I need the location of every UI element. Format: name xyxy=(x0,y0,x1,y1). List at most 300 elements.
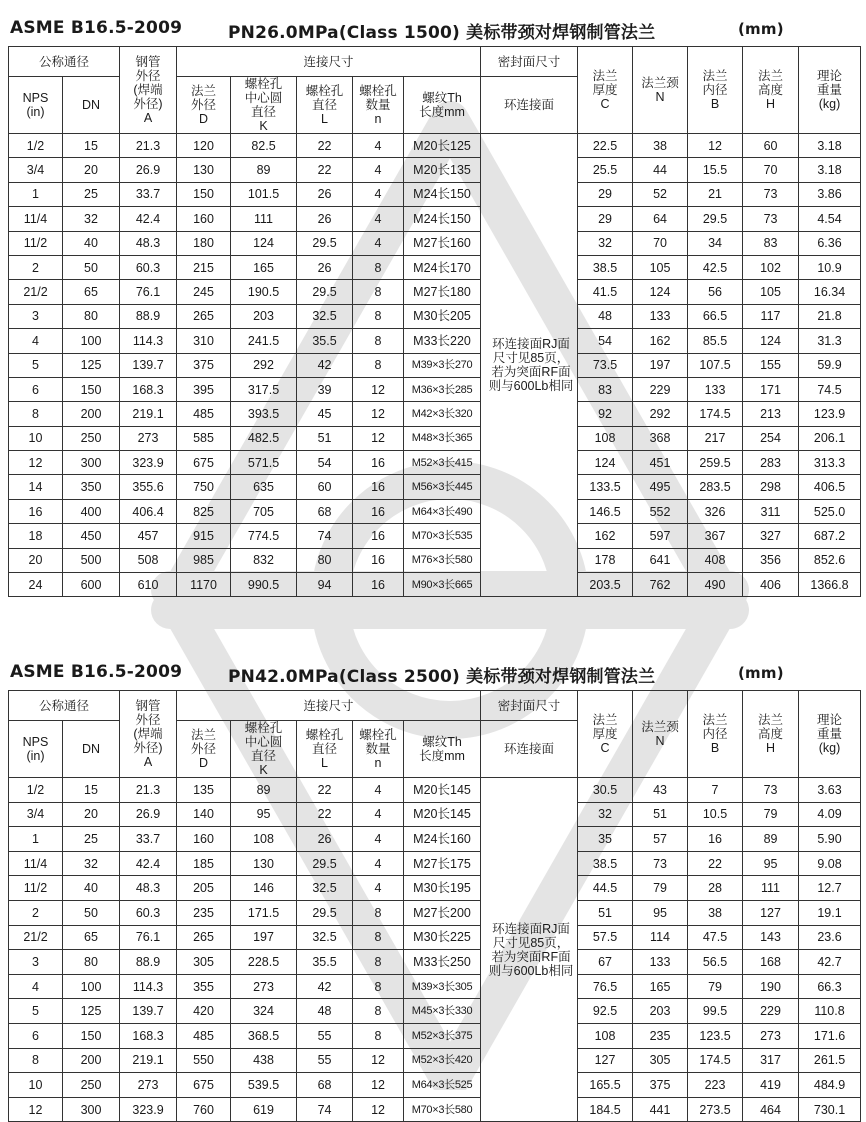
cell-bolt-hole-dia: 94 xyxy=(297,573,353,597)
cell-bolt-circle: 241.5 xyxy=(231,329,297,353)
cell-dn: 300 xyxy=(63,451,120,475)
cell-thread: M27长160 xyxy=(404,231,481,255)
cell-height: 283 xyxy=(743,451,799,475)
cell-bolt-circle: 171.5 xyxy=(231,900,297,925)
cell-inner-dia: 10.5 xyxy=(688,802,743,827)
cell-flange-od: 140 xyxy=(177,802,231,827)
cell-thread: M33长220 xyxy=(404,329,481,353)
cell-thread: M27长175 xyxy=(404,851,481,876)
cell-bolt-circle: 190.5 xyxy=(231,280,297,304)
cell-bolt-circle: 635 xyxy=(231,475,297,499)
cell-height: 70 xyxy=(743,158,799,182)
cell-inner-dia: 99.5 xyxy=(688,999,743,1024)
cell-inner-dia: 223 xyxy=(688,1073,743,1098)
table-title: PN42.0MPa(Class 2500) 美标带颈对焊钢制管法兰 xyxy=(228,667,656,687)
cell-pipe-od: 48.3 xyxy=(120,876,177,901)
cell-height: 356 xyxy=(743,548,799,572)
table-row xyxy=(9,524,861,548)
cell-thickness: 76.5 xyxy=(578,974,633,999)
cell-bolt-count: 4 xyxy=(353,851,404,876)
cell-height: 60 xyxy=(743,134,799,158)
cell-nps: 1 xyxy=(9,827,63,852)
cell-dn: 250 xyxy=(63,1073,120,1098)
cell-nps: 21/2 xyxy=(9,280,63,304)
cell-weight: 16.34 xyxy=(799,280,861,304)
cell-weight: 484.9 xyxy=(799,1073,861,1098)
header-thread: 螺纹Th 长度mm xyxy=(404,77,481,134)
cell-inner-dia: 56.5 xyxy=(688,950,743,975)
cell-weight: 21.8 xyxy=(799,304,861,328)
cell-bolt-circle: 228.5 xyxy=(231,950,297,975)
cell-flange-od: 550 xyxy=(177,1048,231,1073)
cell-height: 213 xyxy=(743,402,799,426)
cell-thread: M70×3长535 xyxy=(404,524,481,548)
cell-dn: 50 xyxy=(63,255,120,279)
cell-weight: 687.2 xyxy=(799,524,861,548)
standard-label: ASME B16.5-2009 xyxy=(10,18,183,38)
cell-dn: 40 xyxy=(63,231,120,255)
cell-weight: 5.90 xyxy=(799,827,861,852)
cell-pipe-od: 76.1 xyxy=(120,925,177,950)
cell-height: 127 xyxy=(743,900,799,925)
cell-weight: 852.6 xyxy=(799,548,861,572)
cell-bolt-count: 8 xyxy=(353,925,404,950)
cell-flange-od: 205 xyxy=(177,876,231,901)
cell-weight: 12.7 xyxy=(799,876,861,901)
header-seal: 密封面尺寸 xyxy=(481,691,578,721)
cell-dn: 65 xyxy=(63,280,120,304)
header-ring-joint: 环连接面 xyxy=(481,77,578,134)
cell-bolt-circle: 393.5 xyxy=(231,402,297,426)
cell-weight: 525.0 xyxy=(799,499,861,523)
cell-flange-od: 485 xyxy=(177,1023,231,1048)
cell-weight: 59.9 xyxy=(799,353,861,377)
cell-weight: 730.1 xyxy=(799,1097,861,1122)
cell-thread: M52×3长415 xyxy=(404,451,481,475)
table-row xyxy=(9,999,861,1024)
cell-weight: 3.86 xyxy=(799,182,861,206)
cell-bolt-count: 8 xyxy=(353,329,404,353)
cell-flange-od: 215 xyxy=(177,255,231,279)
cell-dn: 65 xyxy=(63,925,120,950)
table-row xyxy=(9,778,861,803)
header-bolt-count: 螺栓孔 数量 n xyxy=(353,721,404,778)
cell-neck: 70 xyxy=(633,231,688,255)
cell-neck: 95 xyxy=(633,900,688,925)
cell-neck: 124 xyxy=(633,280,688,304)
cell-bolt-hole-dia: 29.5 xyxy=(297,900,353,925)
cell-neck: 162 xyxy=(633,329,688,353)
table-row xyxy=(9,950,861,975)
cell-bolt-circle: 539.5 xyxy=(231,1073,297,1098)
table-title-bar xyxy=(8,656,860,690)
cell-bolt-circle: 111 xyxy=(231,207,297,231)
table-row xyxy=(9,548,861,572)
cell-inner-dia: 123.5 xyxy=(688,1023,743,1048)
cell-neck: 52 xyxy=(633,182,688,206)
cell-bolt-count: 12 xyxy=(353,1097,404,1122)
header-nominal: 公称通径 xyxy=(9,47,120,77)
table-row xyxy=(9,925,861,950)
cell-dn: 25 xyxy=(63,827,120,852)
cell-nps: 8 xyxy=(9,402,63,426)
cell-flange-od: 305 xyxy=(177,950,231,975)
cell-flange-od: 675 xyxy=(177,1073,231,1098)
cell-thickness: 22.5 xyxy=(578,134,633,158)
cell-nps: 5 xyxy=(9,353,63,377)
cell-inner-dia: 29.5 xyxy=(688,207,743,231)
cell-neck: 441 xyxy=(633,1097,688,1122)
cell-height: 155 xyxy=(743,353,799,377)
cell-nps: 10 xyxy=(9,426,63,450)
cell-flange-od: 130 xyxy=(177,158,231,182)
cell-height: 419 xyxy=(743,1073,799,1098)
cell-bolt-hole-dia: 22 xyxy=(297,134,353,158)
header-flange-od: 法兰 外径 D xyxy=(177,721,231,778)
cell-bolt-hole-dia: 26 xyxy=(297,255,353,279)
cell-pipe-od: 508 xyxy=(120,548,177,572)
cell-thread: M20长135 xyxy=(404,158,481,182)
cell-bolt-hole-dia: 42 xyxy=(297,353,353,377)
cell-pipe-od: 219.1 xyxy=(120,402,177,426)
header-nps: NPS (in) xyxy=(9,77,63,134)
cell-pipe-od: 76.1 xyxy=(120,280,177,304)
cell-dn: 100 xyxy=(63,329,120,353)
table-row xyxy=(9,207,861,231)
cell-bolt-hole-dia: 74 xyxy=(297,1097,353,1122)
cell-thickness: 92 xyxy=(578,402,633,426)
cell-thickness: 127 xyxy=(578,1048,633,1073)
header-inner-dia: 法兰 内径 B xyxy=(688,47,743,134)
table-row xyxy=(9,451,861,475)
header-ring-joint: 环连接面 xyxy=(481,721,578,778)
cell-pipe-od: 139.7 xyxy=(120,999,177,1024)
cell-pipe-od: 26.9 xyxy=(120,802,177,827)
cell-neck: 43 xyxy=(633,778,688,803)
cell-neck: 229 xyxy=(633,377,688,401)
cell-bolt-circle: 89 xyxy=(231,778,297,803)
cell-bolt-hole-dia: 45 xyxy=(297,402,353,426)
table-row xyxy=(9,851,861,876)
cell-flange-od: 180 xyxy=(177,231,231,255)
cell-dn: 125 xyxy=(63,353,120,377)
cell-dn: 150 xyxy=(63,377,120,401)
header-height: 法兰 高度 H xyxy=(743,691,799,778)
cell-bolt-count: 16 xyxy=(353,573,404,597)
cell-neck: 375 xyxy=(633,1073,688,1098)
header-connection: 连接尺寸 xyxy=(177,47,481,77)
cell-pipe-od: 26.9 xyxy=(120,158,177,182)
header-connection: 连接尺寸 xyxy=(177,691,481,721)
cell-nps: 6 xyxy=(9,1023,63,1048)
cell-bolt-count: 8 xyxy=(353,999,404,1024)
cell-pipe-od: 323.9 xyxy=(120,451,177,475)
cell-bolt-hole-dia: 32.5 xyxy=(297,876,353,901)
cell-thickness: 54 xyxy=(578,329,633,353)
cell-dn: 200 xyxy=(63,402,120,426)
cell-inner-dia: 174.5 xyxy=(688,1048,743,1073)
cell-nps: 20 xyxy=(9,548,63,572)
table-row xyxy=(9,231,861,255)
cell-thickness: 32 xyxy=(578,802,633,827)
cell-nps: 21/2 xyxy=(9,925,63,950)
seal-note: 环连接面RJ面尺寸见85页，若为突面RF面则与600Lb相同 xyxy=(481,134,578,597)
unit-label: (mm) xyxy=(738,664,784,682)
cell-neck: 292 xyxy=(633,402,688,426)
cell-thickness: 30.5 xyxy=(578,778,633,803)
cell-inner-dia: 12 xyxy=(688,134,743,158)
cell-thickness: 178 xyxy=(578,548,633,572)
cell-pipe-od: 139.7 xyxy=(120,353,177,377)
cell-bolt-count: 4 xyxy=(353,827,404,852)
cell-nps: 11/2 xyxy=(9,876,63,901)
cell-thread: M52×3长420 xyxy=(404,1048,481,1073)
cell-thread: M39×3长305 xyxy=(404,974,481,999)
cell-height: 168 xyxy=(743,950,799,975)
cell-weight: 1366.8 xyxy=(799,573,861,597)
cell-height: 273 xyxy=(743,1023,799,1048)
cell-weight: 19.1 xyxy=(799,900,861,925)
cell-bolt-hole-dia: 26 xyxy=(297,207,353,231)
cell-flange-od: 185 xyxy=(177,851,231,876)
cell-bolt-hole-dia: 32.5 xyxy=(297,304,353,328)
cell-inner-dia: 7 xyxy=(688,778,743,803)
cell-weight: 123.9 xyxy=(799,402,861,426)
cell-bolt-count: 16 xyxy=(353,451,404,475)
cell-dn: 400 xyxy=(63,499,120,523)
cell-bolt-hole-dia: 29.5 xyxy=(297,231,353,255)
cell-nps: 16 xyxy=(9,499,63,523)
cell-thickness: 38.5 xyxy=(578,255,633,279)
cell-bolt-hole-dia: 26 xyxy=(297,827,353,852)
cell-thread: M76×3长580 xyxy=(404,548,481,572)
cell-flange-od: 135 xyxy=(177,778,231,803)
table-row xyxy=(9,1097,861,1122)
cell-weight: 6.36 xyxy=(799,231,861,255)
cell-thickness: 35 xyxy=(578,827,633,852)
cell-height: 83 xyxy=(743,231,799,255)
cell-neck: 305 xyxy=(633,1048,688,1073)
cell-flange-od: 760 xyxy=(177,1097,231,1122)
cell-neck: 203 xyxy=(633,999,688,1024)
cell-height: 95 xyxy=(743,851,799,876)
header-dn: DN xyxy=(63,77,120,134)
cell-neck: 451 xyxy=(633,451,688,475)
cell-thread: M90×3长665 xyxy=(404,573,481,597)
cell-bolt-hole-dia: 22 xyxy=(297,802,353,827)
header-nps: NPS (in) xyxy=(9,721,63,778)
cell-thickness: 25.5 xyxy=(578,158,633,182)
cell-bolt-circle: 165 xyxy=(231,255,297,279)
cell-thickness: 51 xyxy=(578,900,633,925)
cell-nps: 2 xyxy=(9,900,63,925)
cell-dn: 40 xyxy=(63,876,120,901)
cell-height: 117 xyxy=(743,304,799,328)
header-inner-dia: 法兰 内径 B xyxy=(688,691,743,778)
cell-height: 229 xyxy=(743,999,799,1024)
cell-weight: 42.7 xyxy=(799,950,861,975)
cell-inner-dia: 133 xyxy=(688,377,743,401)
cell-flange-od: 160 xyxy=(177,207,231,231)
cell-thickness: 162 xyxy=(578,524,633,548)
table-row xyxy=(9,377,861,401)
flange-table-class1500 xyxy=(8,46,861,597)
table-row xyxy=(9,255,861,279)
table-row xyxy=(9,353,861,377)
header-pipe-od: 钢管 外径 (焊端 外径) A xyxy=(120,47,177,134)
cell-bolt-count: 16 xyxy=(353,475,404,499)
table-row xyxy=(9,304,861,328)
cell-nps: 11/2 xyxy=(9,231,63,255)
cell-dn: 15 xyxy=(63,134,120,158)
cell-bolt-count: 8 xyxy=(353,280,404,304)
cell-nps: 6 xyxy=(9,377,63,401)
cell-weight: 74.5 xyxy=(799,377,861,401)
cell-neck: 235 xyxy=(633,1023,688,1048)
cell-weight: 313.3 xyxy=(799,451,861,475)
cell-thickness: 92.5 xyxy=(578,999,633,1024)
cell-bolt-hole-dia: 29.5 xyxy=(297,851,353,876)
cell-inner-dia: 34 xyxy=(688,231,743,255)
cell-thickness: 48 xyxy=(578,304,633,328)
header-bolt-hole-dia: 螺栓孔 直径 L xyxy=(297,77,353,134)
cell-flange-od: 985 xyxy=(177,548,231,572)
cell-pipe-od: 273 xyxy=(120,1073,177,1098)
cell-pipe-od: 323.9 xyxy=(120,1097,177,1122)
cell-inner-dia: 15.5 xyxy=(688,158,743,182)
cell-bolt-circle: 619 xyxy=(231,1097,297,1122)
cell-pipe-od: 60.3 xyxy=(120,900,177,925)
cell-bolt-count: 4 xyxy=(353,158,404,182)
cell-thread: M56×3长445 xyxy=(404,475,481,499)
cell-height: 124 xyxy=(743,329,799,353)
cell-flange-od: 585 xyxy=(177,426,231,450)
cell-pipe-od: 610 xyxy=(120,573,177,597)
cell-height: 79 xyxy=(743,802,799,827)
cell-bolt-circle: 203 xyxy=(231,304,297,328)
header-bolt-hole-dia: 螺栓孔 直径 L xyxy=(297,721,353,778)
cell-thickness: 32 xyxy=(578,231,633,255)
cell-bolt-circle: 324 xyxy=(231,999,297,1024)
cell-dn: 80 xyxy=(63,304,120,328)
cell-pipe-od: 355.6 xyxy=(120,475,177,499)
cell-thread: M30长205 xyxy=(404,304,481,328)
cell-bolt-circle: 571.5 xyxy=(231,451,297,475)
cell-neck: 44 xyxy=(633,158,688,182)
cell-bolt-hole-dia: 39 xyxy=(297,377,353,401)
cell-inner-dia: 85.5 xyxy=(688,329,743,353)
table-row xyxy=(9,158,861,182)
cell-height: 464 xyxy=(743,1097,799,1122)
table-row xyxy=(9,182,861,206)
cell-bolt-count: 4 xyxy=(353,207,404,231)
header-flange-od: 法兰 外径 D xyxy=(177,77,231,134)
cell-bolt-circle: 124 xyxy=(231,231,297,255)
cell-nps: 1 xyxy=(9,182,63,206)
cell-bolt-hole-dia: 68 xyxy=(297,499,353,523)
cell-neck: 133 xyxy=(633,304,688,328)
cell-inner-dia: 273.5 xyxy=(688,1097,743,1122)
cell-flange-od: 235 xyxy=(177,900,231,925)
cell-thread: M20长125 xyxy=(404,134,481,158)
cell-inner-dia: 66.5 xyxy=(688,304,743,328)
cell-flange-od: 265 xyxy=(177,304,231,328)
cell-nps: 11/4 xyxy=(9,207,63,231)
cell-dn: 450 xyxy=(63,524,120,548)
cell-thread: M52×3长375 xyxy=(404,1023,481,1048)
cell-nps: 4 xyxy=(9,329,63,353)
cell-dn: 100 xyxy=(63,974,120,999)
cell-inner-dia: 490 xyxy=(688,573,743,597)
cell-bolt-circle: 130 xyxy=(231,851,297,876)
cell-flange-od: 120 xyxy=(177,134,231,158)
cell-thickness: 41.5 xyxy=(578,280,633,304)
cell-thickness: 124 xyxy=(578,451,633,475)
cell-height: 73 xyxy=(743,778,799,803)
cell-dn: 250 xyxy=(63,426,120,450)
cell-bolt-circle: 774.5 xyxy=(231,524,297,548)
cell-neck: 495 xyxy=(633,475,688,499)
cell-weight: 10.9 xyxy=(799,255,861,279)
cell-neck: 73 xyxy=(633,851,688,876)
cell-inner-dia: 38 xyxy=(688,900,743,925)
table-title: PN26.0MPa(Class 1500) 美标带颈对焊钢制管法兰 xyxy=(228,23,656,43)
header-bolt-circle: 螺栓孔 中心圆 直径 K xyxy=(231,77,297,134)
cell-bolt-count: 4 xyxy=(353,231,404,255)
table-row xyxy=(9,900,861,925)
cell-thread: M33长250 xyxy=(404,950,481,975)
cell-neck: 762 xyxy=(633,573,688,597)
cell-bolt-hole-dia: 42 xyxy=(297,974,353,999)
cell-dn: 600 xyxy=(63,573,120,597)
cell-bolt-hole-dia: 55 xyxy=(297,1048,353,1073)
cell-thread: M45×3长330 xyxy=(404,999,481,1024)
cell-thickness: 133.5 xyxy=(578,475,633,499)
cell-nps: 18 xyxy=(9,524,63,548)
cell-thickness: 165.5 xyxy=(578,1073,633,1098)
cell-bolt-hole-dia: 74 xyxy=(297,524,353,548)
cell-height: 311 xyxy=(743,499,799,523)
cell-thread: M42×3长320 xyxy=(404,402,481,426)
cell-flange-od: 675 xyxy=(177,451,231,475)
cell-bolt-count: 8 xyxy=(353,304,404,328)
table-title-bar xyxy=(8,12,860,46)
cell-nps: 8 xyxy=(9,1048,63,1073)
cell-pipe-od: 33.7 xyxy=(120,827,177,852)
cell-weight: 3.18 xyxy=(799,158,861,182)
cell-inner-dia: 283.5 xyxy=(688,475,743,499)
cell-bolt-count: 4 xyxy=(353,182,404,206)
table-row xyxy=(9,974,861,999)
cell-flange-od: 355 xyxy=(177,974,231,999)
cell-dn: 20 xyxy=(63,802,120,827)
cell-bolt-hole-dia: 22 xyxy=(297,778,353,803)
cell-pipe-od: 42.4 xyxy=(120,207,177,231)
cell-bolt-circle: 273 xyxy=(231,974,297,999)
cell-weight: 9.08 xyxy=(799,851,861,876)
cell-bolt-count: 12 xyxy=(353,1073,404,1098)
cell-nps: 14 xyxy=(9,475,63,499)
cell-inner-dia: 28 xyxy=(688,876,743,901)
cell-flange-od: 915 xyxy=(177,524,231,548)
cell-bolt-count: 8 xyxy=(353,950,404,975)
cell-weight: 31.3 xyxy=(799,329,861,353)
cell-flange-od: 310 xyxy=(177,329,231,353)
seal-note: 环连接面RJ面尺寸见85页，若为突面RF面则与600Lb相同 xyxy=(481,778,578,1122)
header-neck: 法兰颈 N xyxy=(633,691,688,778)
cell-bolt-circle: 108 xyxy=(231,827,297,852)
cell-thickness: 38.5 xyxy=(578,851,633,876)
